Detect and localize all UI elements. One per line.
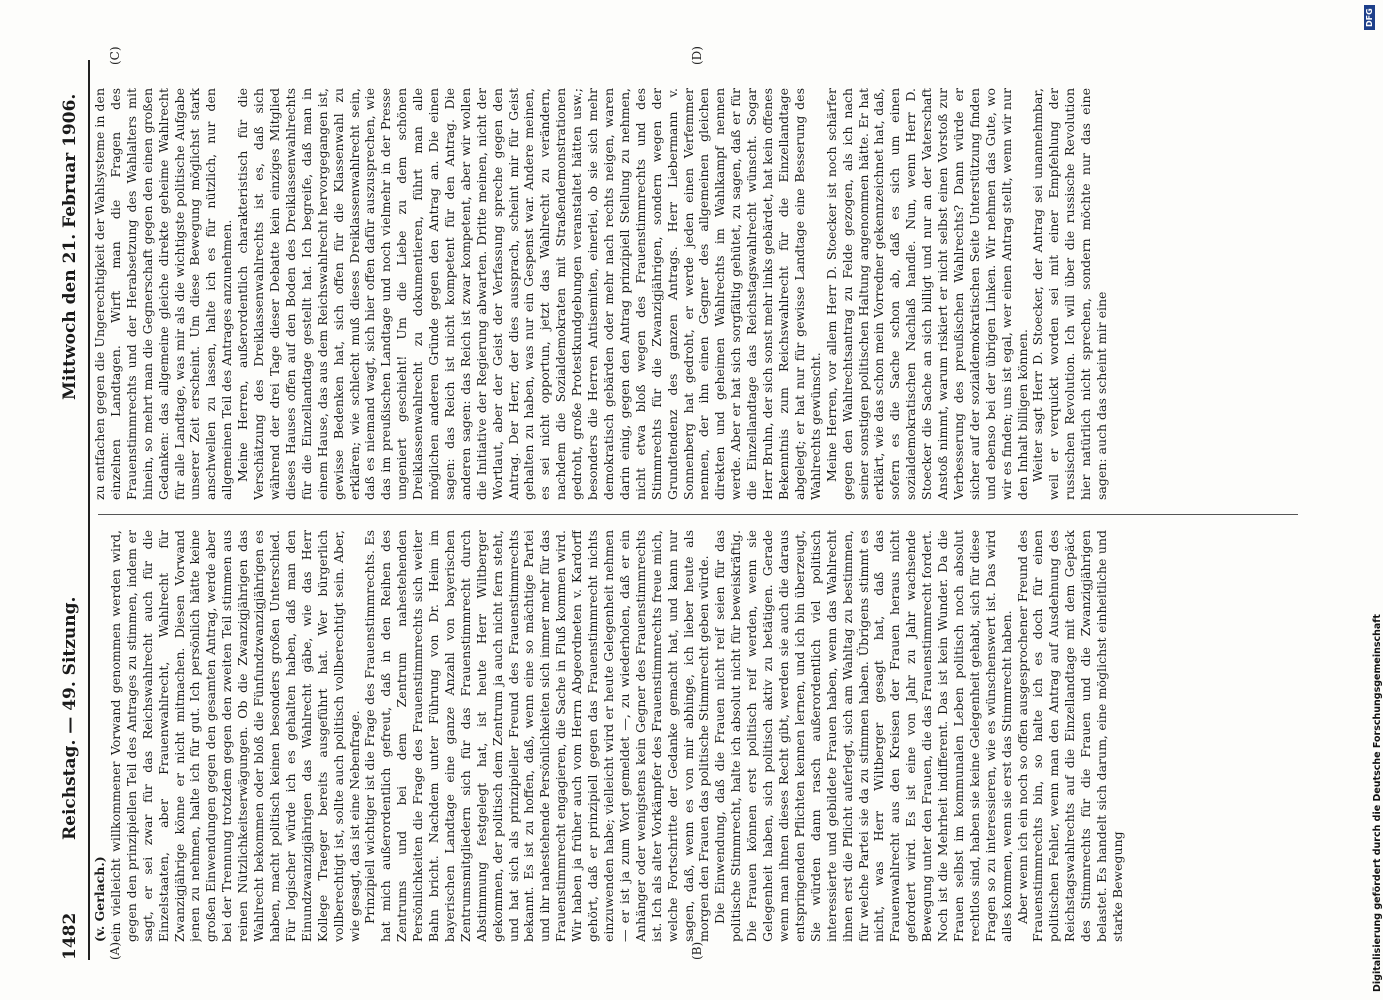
header-date: Mittwoch den 21. Februar 1906. xyxy=(60,93,80,400)
paragraph: Aber wenn ich ein noch so offen ausgesprochener Freund des Frauenstimmrechts bin, so halte ich es doch für einen politischen Fehler, wenn man den Antrag auf Ausdehnung des Reichstagswahlrechts auf die Einzellandtage mit dem Gepäck des Stimmrechts für die Frauen und die Zwanzigjährigen belastet. Es handelt sich darum, eine möglichst einheitliche und starke Bewegung xyxy=(1014,530,1125,942)
paragraph: Weiter sagt Herr D. Stoecker, der Antrag sei unannehmbar, weil er verquickt worden sei mit einer Empfehlung der russischen Revolution. Ich will über die russische Revolution hier natürlich nicht sprechen, sondern möchte nur das eine sagen: auch das scheint mir eine xyxy=(1030,88,1110,500)
dfg-logo-text: DFG xyxy=(1365,8,1374,27)
header-rule xyxy=(88,60,90,960)
digitization-credit-text: Digitalisierung gefördert durch die Deutsche Forschungsgemeinschaft xyxy=(1372,614,1383,992)
margin-marker-a: (A) xyxy=(108,941,122,960)
paragraph: Die Einwendung, daß die Frauen nicht reif seien für das politische Stimmrecht, halte ich absolut nicht für beweiskräftig. Die Frauen können erst politisch reif werden, wenn sie Gelegenheit haben, sich politisch aktiv zu betätigen. Gerade wenn man ihnen dieses Recht gibt, werden sie auch die daraus entspringenden Pflichten kennen lernen, und ich bin überzeugt, Sie würden dann rasch außerordentlich viel politisch interessierte und gebildete Frauen haben, wenn das Wahlrecht ihnen erst die Pflicht auferlegt, sich am Wahltag zu bestimmen, für welche Partei sie da zu stimmen haben. Übrigens stimmt es nicht, was Herr Wiltberger gesagt hat, daß das Frauenwahlrecht aus den Kreisen der Frauen heraus nicht gefordert wird. Es ist eine von Jahr zu Jahr wachsende Bewegung unter den Frauen, die das Frauenstimmrecht fordert. Noch ist die Mehrheit indifferent. Das ist kein Wunder. Da die Frauen selbst im kommunalen Leben politisch noch absolut rechtlos sind, haben sie keine Gelegenheit gehabt, sich für diese Fragen so zu interessieren, wie es wünschenswert ist. Das wird alles kommen, wenn sie erst das Stimmrecht haben. xyxy=(712,530,1014,942)
page-header xyxy=(58,60,84,960)
speaker-label: (v. Gerlach.) xyxy=(92,856,107,942)
text-column-right xyxy=(92,88,1287,500)
column-separator xyxy=(98,514,1298,515)
header-session-title: Reichstag. — 49. Sitzung. xyxy=(60,596,80,840)
margin-marker-d: (D) xyxy=(690,46,704,65)
margin-marker-c: (C) xyxy=(108,46,122,65)
dfg-logo xyxy=(1364,5,1375,30)
digitization-credit xyxy=(1372,614,1383,992)
paragraph: Prinzipiell wichtiger ist die Frage des Frauenstimmrechts. Es hat mich außerordentlich gefreut, daß in den Reihen des Zentrums und bei dem Zentrum nahestehenden Persönlichkeiten die Frage des Frauenstimmrechts sich weiter Bahn bricht. Nachdem unter Führung von Dr. Heim im bayerischen Landtage eine ganze Anzahl von bayerischen Zentrumsmitgliedern sich für das Frauenstimmrecht durch Abstimmung festgelegt hat, ist heute Herr Wiltberger gekommen, der politisch dem Zentrum ja auch nicht fern steht, und hat sich als prinzipieller Freund des Frauenstimmrechts bekannt. Es ist zu hoffen, daß, wenn eine so mächtige Partei und ihr nahestehende Persönlichkeiten sich immer mehr für das Frauenstimmrecht engagieren, die Sache in Fluß kommen wird. Wir haben ja früher auch vom Herrn Abgeordneten v. Kardorff gehört, daß er prinzipiell gegen das Frauenstimmrecht nichts einzuwenden habe; vielleicht wird er heute Gelegenheit nehmen — er ist ja zum Wort gemeldet —, zu wiederholen, daß er ein Anhänger oder wenigstens kein Gegner des Frauenstimmrechts ist. Ich als alter Vorkämpfer des Frauenstimmrechts freue mich, welche Fortschritte der Gedanke gemacht hat, und kann nur sagen, daß, wenn es von mir abhinge, ich lieber heute als morgen den Frauen das politische Stimmrecht geben würde. xyxy=(362,530,712,942)
paragraph: Meine Herren, vor allem Herr D. Stoecker ist noch schärfer gegen den Wahlrechtsantrag zu Felde gezogen, als ich nach seiner sonstigen politischen Haltung angenommen hätte. Er hat erklärt, wie das schon mein Vorredner gekennzeichnet hat, daß, sofern es die Sache schon ab, daß es sich um einen sozialdemokratischen Nachlaß handle. Nun, wenn Herr D. Stoecker die Sache an sich billigt und nur an der Vaterschaft Anstoß nimmt, warum riskiert er nicht selbst einen Vorstoß zur Verbesserung des preußischen Wahlrechts? Dann würde er sicher auf der sozialdemokratischen Seite Unterstützung finden und ebenso bei der übrigen Linken. Wir nehmen das Gute, wo wir es finden; uns ist egal, wer einen Antrag stellt, wenn wir nur den Inhalt billigen können. xyxy=(823,88,1030,500)
paragraph: Meine Herren, außerordentlich charakteristisch für die Verschätzung des Dreiklassenwahlrechts ist es, daß sich während der drei Tage dieser Debatte kein einziges Mitglied dieses Hauses offen auf den Boden des Dreiklassenwahlrechts für die Einzellandtage gestellt hat. Ich begreife, daß man in einem Hause, das aus dem Reichswahlrecht hervorgegangen ist, gewisse Bedenken hat, sich offen für die Klassenwahl zu erklären; wie schlecht muß dieses Dreiklassenwahlrecht sein, daß es niemand wagt, sich hier offen dafür auszusprechen, wie das im preußischen Landtage und noch vielmehr in der Presse ungeniert geschieht! Um die Liebe zu dem schönen Dreiklassenwahlrecht zu dokumentieren, führt man alle möglichen anderen Gründe gegen den Antrag an. Die einen sagen: das Reich ist nicht kompetent für den Antrag. Die anderen sagen: das Reich ist zwar kompetent, aber wir wollen die Initiative der Regierung abwarten. Dritte meinen, nicht der Wortlaut, aber der Geist der Verfassung spreche gegen den Antrag. Der Herr, der dies aussprach, scheint mir für Geist gehalten zu haben, was nur ein Gespenst war. Andere meinen, es sei nicht opportun, jetzt das Wahlrecht zu verändern, nachdem die Sozialdemokraten mit Straßendemonstrationen gedroht, große Protestkundgebungen veranstaltet hätten usw.; besonders die Herren Antisemiten, einerlei, ob sie sich mehr demokratisch gebärden oder mehr nach rechts neigen, waren darin einig, gegen den Antrag prinzipiell Stellung zu nehmen, nicht etwa bloß wegen des Frauenstimmrechts und des Stimmrechts für die Zwanzigjährigen, sondern wegen der Grundtendenz des ganzen Antrags. Herr Liebermann v. Sonnenberg hat gedroht, er werde jeden einen Verfemmer nennen, der ihn einen Gegner des allgemeinen gleichen direkten und geheimen Wahlrechts im Wahlkampf nennen werde. Aber er hat sich sorgfältig gehütet, zu sagen, daß er für die Einzellandtage das Reichstagswahlrecht wünscht. Sogar Herr Bruhn, der sich sonst mehr links gebärdet, hat kein offenes Bekenntnis zum Reichswahlrecht für die Einzellandtage abgelegt; er hat nur für gewisse Landtage eine Besserung des Wahlrechts gewünscht. xyxy=(235,88,823,500)
paragraph: ein vielleicht willkommener Vorwand genommen werden wird, gegen den prinzipiellen Teil des Antrages zu stimmen, indem er sagt, er sei zwar für das Reichswahlrecht auch für die Einzelstaaten, aber Frauenwahlrecht, Wahlrecht für Zwanzigjährige könne er nicht mitmachen. Diesen Vorwand jenen zu nehmen, halte ich für gut. Ich persönlich hätte keine großen Einwendungen gegen den gesamten Antrag, werde aber bei der Trennung trotzdem gegen den zweiten Teil stimmen aus reinen Nützlichkeitserwägungen. Ob die Zwanzigjährigen das Wahlrecht bekommen oder bloß die Fünfundzwanzigjährigen es haben, macht politisch keinen besonders großen Unterschied. Für logischer würde ich es gehalten haben, daß man den Einundzwanzigjährigen das Wahlrecht gäbe, wie das Herr Kollege Traeger bereits ausgeführt hat. Wer bürgerlich vollberechtigt ist, sollte auch politisch vollberechtigt sein. Aber, wie gesagt, das ist eine Nebenfrage. xyxy=(107,530,362,942)
paragraph: zu entfachen gegen die Ungerechtigkeit der Wahlsysteme in den einzelnen Landtagen. Wirft man die Fragen des Frauenstimmrechts und der Herabsetzung des Wahlalters mit hinein, so mehrt man die Gegnerschaft gegen den einen großen Gedanken: das allgemeine gleiche direkte geheime Wahlrecht für alle Landtage, was mir als die wichtigste politische Aufgabe unserer Zeit erscheint. Um diese Bewegung möglichst stark anschwellen zu lassen, halte ich es für nützlich, nur den allgemeinen Teil des Antrages anzunehmen. xyxy=(92,88,235,500)
page-number: 1482 xyxy=(60,912,80,960)
text-column-left xyxy=(92,530,1257,942)
margin-marker-b: (B) xyxy=(690,941,704,960)
